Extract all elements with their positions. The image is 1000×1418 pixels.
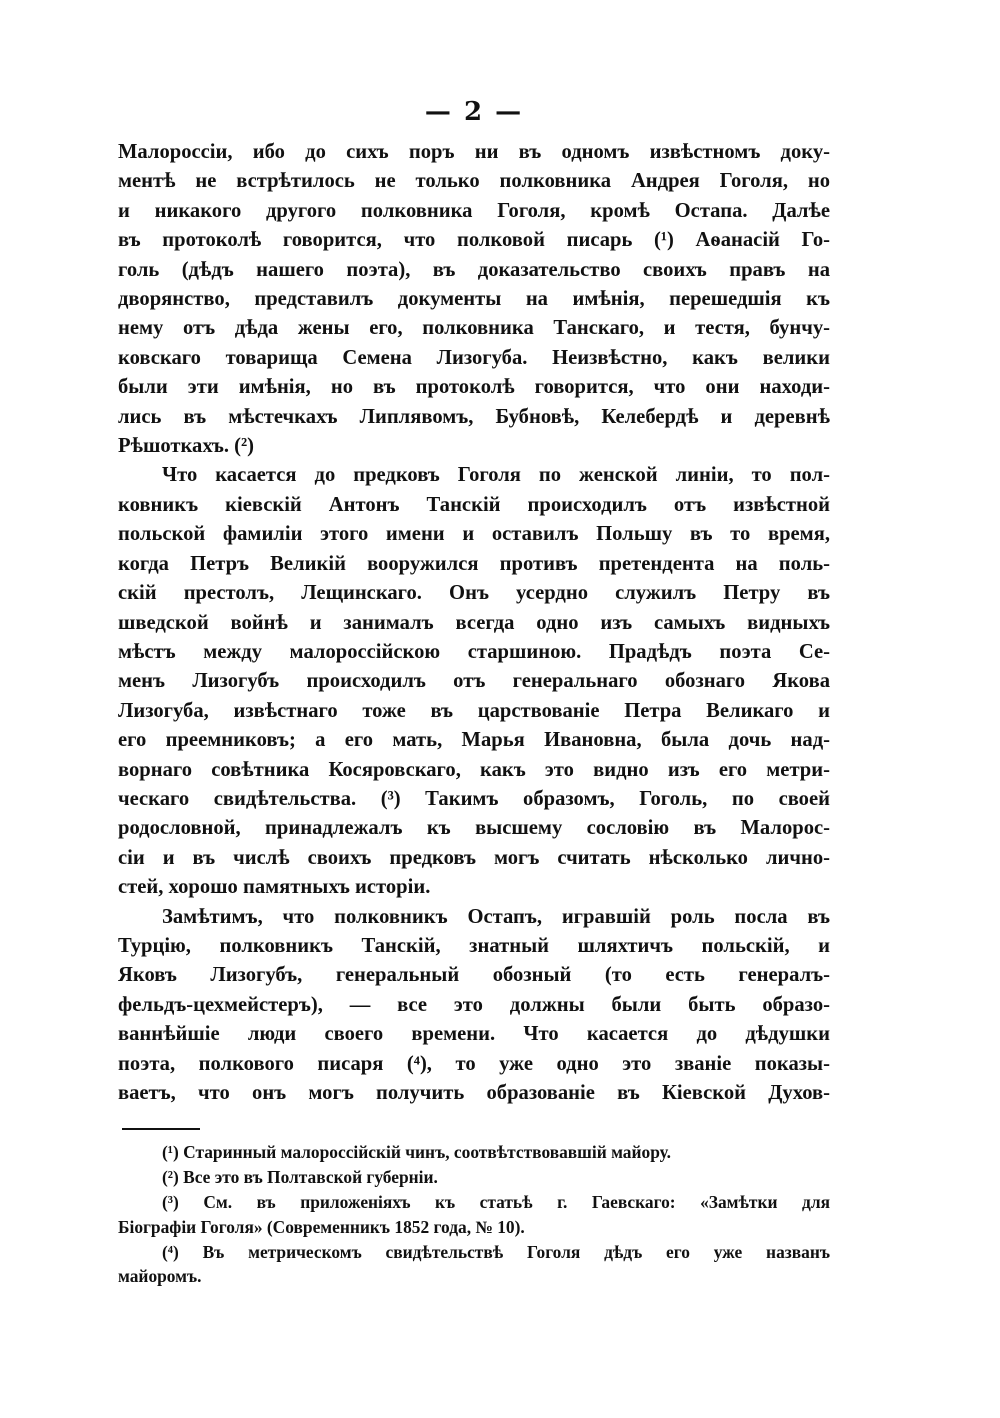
text-line: польской фамиліи этого имени и оставилъ Польшу въ то время, [118, 523, 830, 546]
text-line: ческаго свидѣтельства. (³) Такимъ образомъ, Гоголь, по своей [118, 787, 830, 810]
text-line: и никакого другого полковника Гоголя, кромѣ Остапа. Далѣе [118, 199, 830, 222]
text-line: Замѣтимъ, что полковникъ Остапъ, игравшій роль посла въ [162, 905, 830, 928]
text-line: мѣстъ между малороссійскою старшиною. Прадѣдъ поэта Се- [118, 640, 830, 663]
text-line: менъ Лизогубъ происходилъ отъ генеральнаго обознаго Якова [118, 670, 830, 693]
paragraph-2 [118, 461, 830, 902]
text-line: ваетъ, что онъ могъ получить образованіе въ Кіевской Духов- [118, 1082, 830, 1104]
paragraph-1 [118, 138, 830, 461]
footnote-line: (³) См. въ приложеніяхъ къ статьѣ г. Гаевскаго: «Замѣтки для [162, 1192, 830, 1212]
text-line: Малороссіи, ибо до сихъ поръ ни въ одномъ извѣстномъ доку- [118, 141, 830, 163]
footnote-4 [118, 1240, 830, 1290]
text-line: ковскаго товарища Семена Лизогуба. Неизвѣстно, какъ велики [118, 346, 830, 369]
text-line: въ протоколѣ говорится, что полковой писарь (¹) Аѳанасій Го- [118, 229, 830, 252]
text-line: родословной, принадлежалъ къ высшему сословію въ Малорос- [118, 817, 830, 840]
page-number: — 2 — [424, 97, 524, 127]
footnote-line: (²) Все это въ Полтавской губерніи. [162, 1167, 438, 1188]
footnote-1 [118, 1140, 830, 1165]
footnote-line: Біографіи Гоголя» (Современникъ 1852 года, № 10). [118, 1216, 525, 1237]
text-line: стей, хорошо памятныхъ исторіи. [118, 876, 431, 899]
text-line: Яковъ Лизогубъ, генеральный обозный (то есть генералъ- [118, 964, 830, 987]
text-line: Рѣшоткахъ. (²) [118, 435, 255, 458]
book-page [118, 92, 830, 1289]
text-line: Лизогуба, извѣстнаго тоже въ царствованіе Петра Великаго и [118, 699, 830, 722]
text-line: Что касается до предковъ Гоголя по женской линіи, то пол- [162, 464, 830, 487]
footnote-2 [118, 1165, 830, 1190]
text-line: шведской войнѣ и занималъ всегда одно изъ самыхъ видныхъ [118, 611, 830, 634]
text-line: когда Петръ Великій вооружился противъ претендента на поль- [118, 552, 830, 575]
footnote-line: (¹) Старинный малороссійскій чинъ, соотвѣтствовавшій майору. [162, 1142, 671, 1163]
text-line: лись въ мѣстечкахъ Липлявомъ, Бубновѣ, Келебердѣ и деревнѣ [118, 405, 830, 428]
text-line: поэта, полкового писаря (⁴), то уже одно это званіе показы- [118, 1052, 830, 1075]
text-line: голь (дѣдъ нашего поэта), въ доказательство своихъ правъ на [118, 258, 830, 281]
text-line: ментѣ не встрѣтилось не только полковника Андрея Гоголя, но [118, 170, 830, 193]
footnote-3 [118, 1190, 830, 1240]
text-line: ворнаго совѣтника Косяровскаго, какъ это видно изъ его метри- [118, 758, 830, 781]
footnote-line: майоромъ. [118, 1266, 202, 1287]
text-line: ваннѣйшіе люди своего времени. Что касается до дѣдушки [118, 1023, 830, 1046]
text-line: ковникъ кіевскій Антонъ Танскій происходилъ отъ извѣстной [118, 493, 830, 516]
footnote-divider [122, 1128, 200, 1130]
main-text [118, 138, 830, 1108]
text-line: дворянство, представилъ документы на имѣнія, перешедшія къ [118, 288, 830, 311]
text-line: были эти имѣнія, но въ протоколѣ говорится, что они находи- [118, 376, 830, 399]
text-line: его преемниковъ; а его мать, Марья Ивановна, была дочь над- [118, 729, 830, 752]
text-line: Турцію, полковникъ Танскій, знатный шляхтичъ польскій, и [118, 934, 830, 957]
footnote-line: (⁴) Въ метрическомъ свидѣтельствѣ Гоголя дѣдъ его уже названъ [162, 1241, 830, 1262]
text-line: нему отъ дѣда жены его, полковника Танскаго, и тестя, бунчу- [118, 317, 830, 340]
text-line: скій престолъ, Лещинскаго. Онъ усердно служилъ Петру въ [118, 582, 830, 605]
footnotes [118, 1140, 830, 1289]
text-line: фельдъ-цехмейстеръ), — все это должны были быть образо- [118, 993, 830, 1016]
paragraph-3 [118, 903, 830, 1109]
text-line: сіи и въ числѣ своихъ предковъ могъ считать нѣсколько лично- [118, 846, 830, 869]
